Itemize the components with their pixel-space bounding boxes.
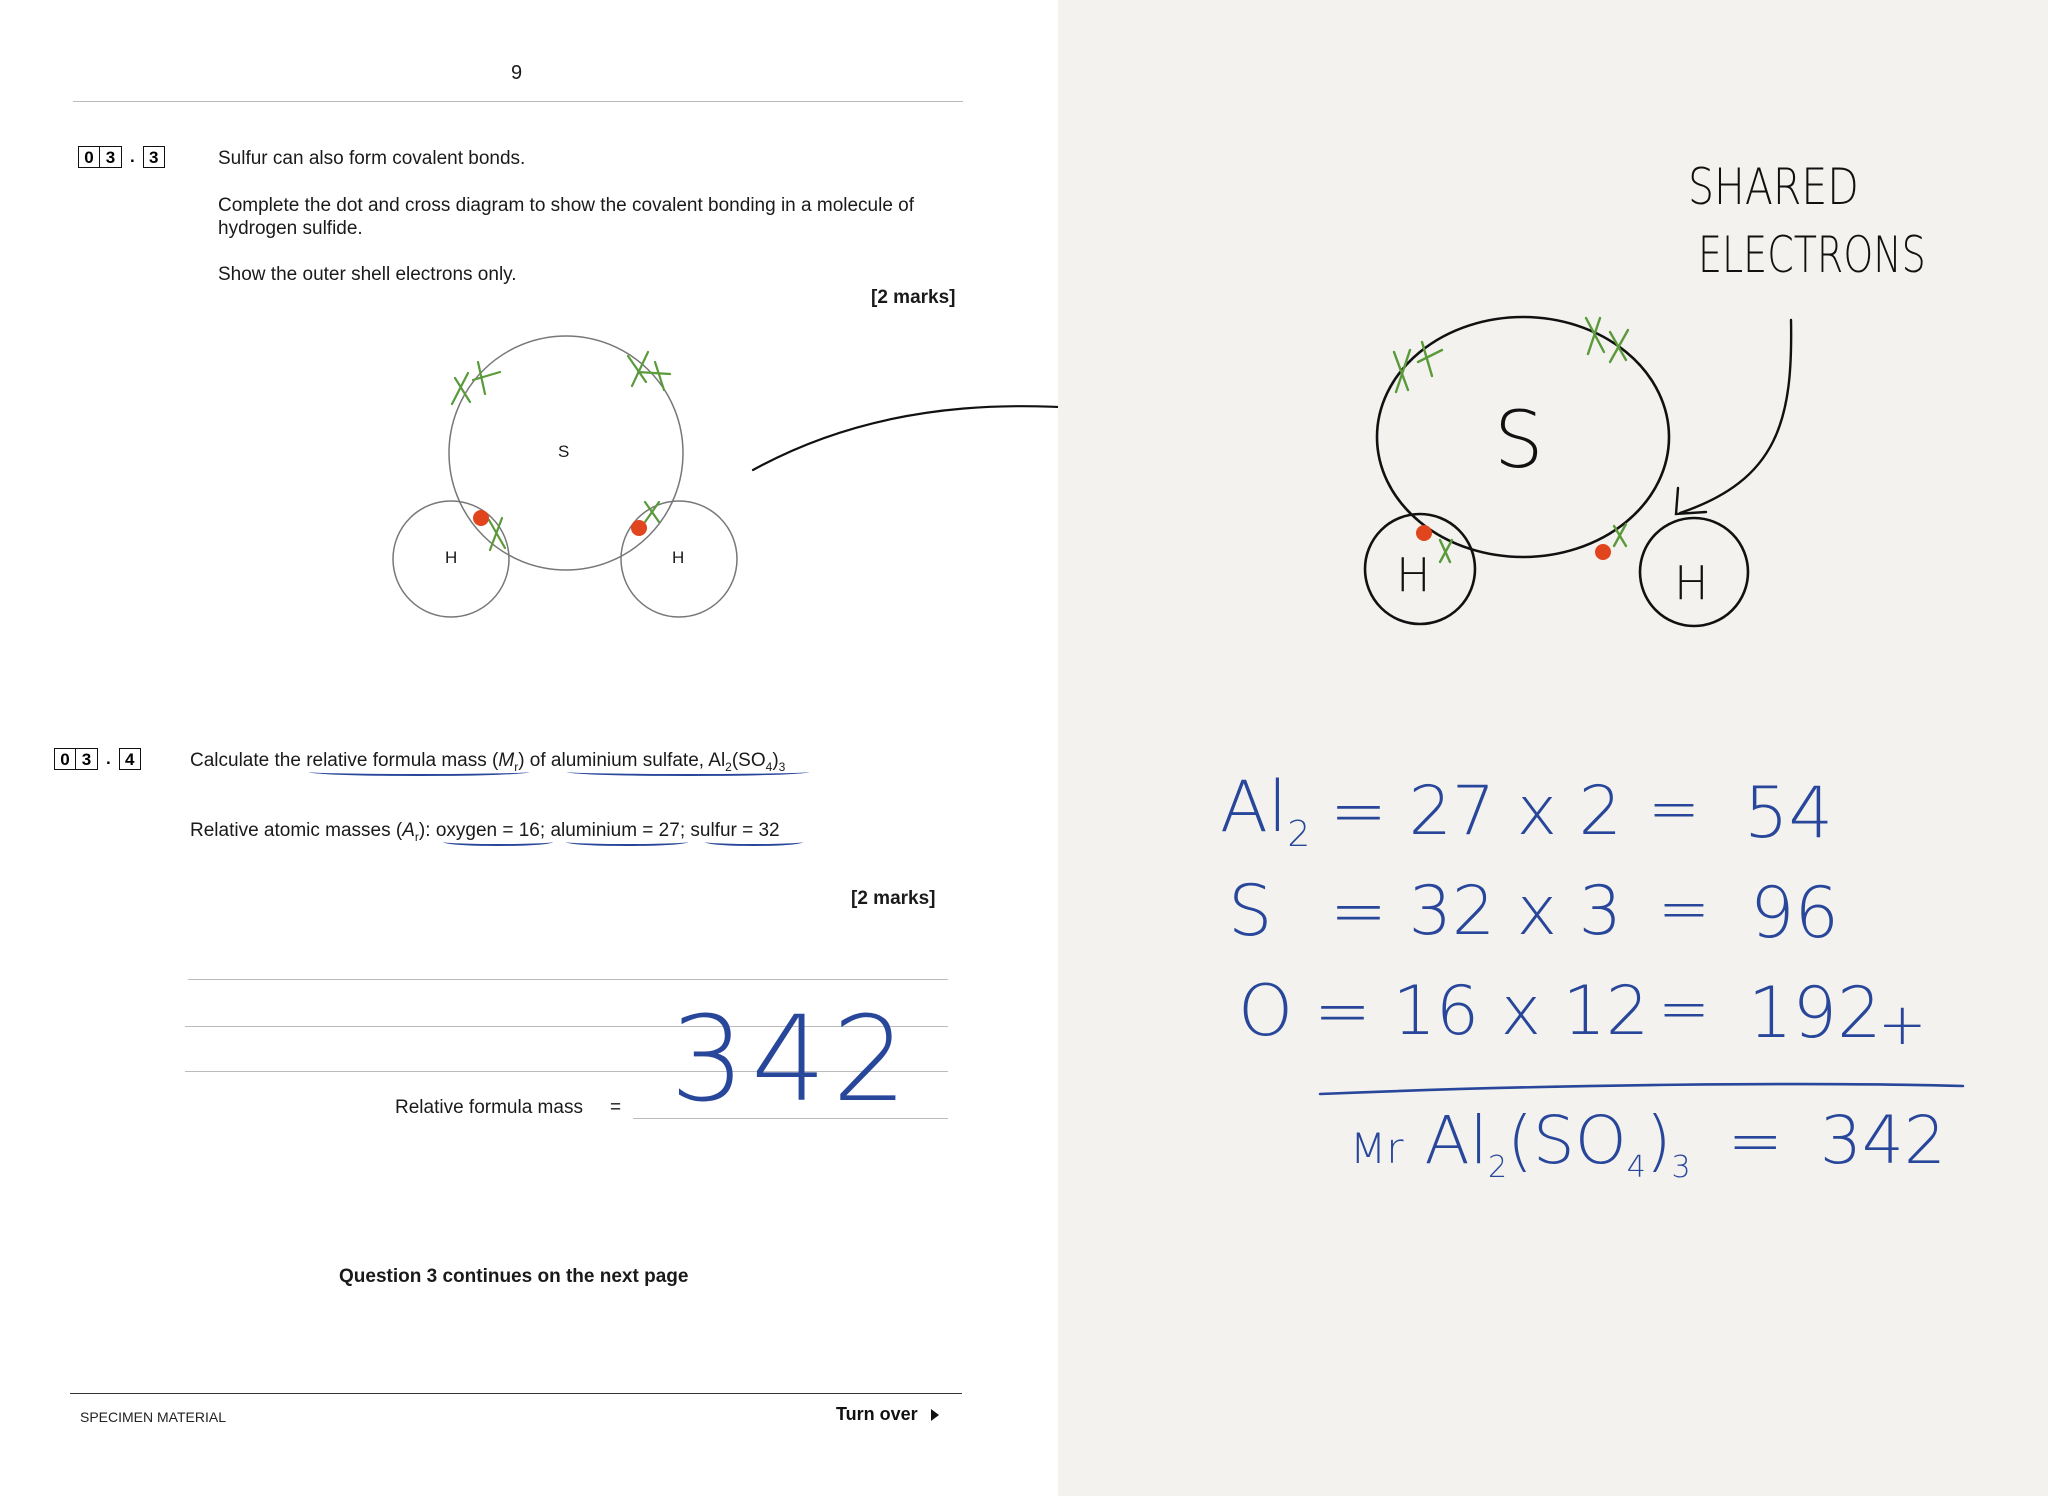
underline-sulfur (705, 838, 803, 846)
question-number-03-4: 0 3 . 4 (54, 748, 141, 770)
q33-line1: Sulfur can also form covalent bonds. (218, 148, 526, 169)
underline-compound (567, 768, 809, 776)
calc-result-s: 96 (1750, 872, 1840, 954)
total-underline (1320, 1084, 1963, 1094)
underline-oxygen (443, 838, 553, 846)
q33-marks: [2 marks] (871, 287, 956, 308)
q34-atomic-masses: Relative atomic masses $(A_r)$: oxygen = 16; aluminium = 27; sulfur = 32 (190, 820, 780, 844)
q33-line4: Show the outer shell electrons only. (218, 264, 517, 285)
shared-label-line1: SHARED (1688, 158, 1859, 216)
calc-line-s: S (1228, 870, 1273, 952)
triangle-right-icon (931, 1409, 939, 1421)
calc-line-al: $Al_2$ (1220, 766, 1311, 855)
q34-marks: [2 marks] (851, 888, 936, 909)
diagram-label-h-left: H (445, 548, 458, 567)
qnum-digit: 4 (119, 748, 141, 770)
qnum-digit: 3 (143, 146, 165, 168)
q34-question: Calculate the relative formula mass $(M_r)$ of aluminium sulfate, $Al_2(SO_4)_3$ (190, 750, 786, 774)
diagram-label-h-right: H (672, 548, 685, 567)
qnum-digit: 0 (54, 748, 76, 770)
h2s-dot-cross-diagram (0, 0, 1058, 700)
notes-diagram (1058, 0, 2048, 700)
continues-note: Question 3 continues on the next page (339, 1266, 689, 1287)
notes-label-h-right: H (1674, 556, 1709, 610)
answer-equals: = (610, 1097, 622, 1118)
red-dot-left (1416, 525, 1432, 541)
calc-eq-o: = (1658, 972, 1710, 1045)
diagram-label-s: S (558, 442, 570, 461)
red-dot-right (1595, 544, 1611, 560)
calc-expr-al: = 27 x 2 (1330, 772, 1622, 851)
qnum-digit: 0 (78, 146, 100, 168)
handwritten-notes (1058, 0, 2048, 1496)
handwritten-answer: 342 (670, 990, 914, 1128)
calc-eq-al: = (1648, 772, 1700, 845)
specimen-label: SPECIMEN MATERIAL (80, 1409, 226, 1425)
underline-aluminium (566, 838, 688, 846)
page-number: 9 (511, 62, 523, 84)
calc-expr-s: = 32 x 3 (1330, 872, 1622, 951)
q33-line2: Complete the dot and cross diagram to show the covalent bonding in a molecule of (218, 195, 915, 216)
turn-over: Turn over (836, 1404, 939, 1425)
red-dot-left (473, 510, 489, 526)
calc-result-al: 54 (1744, 772, 1834, 854)
answer-line (188, 979, 948, 980)
notes-label-s: S (1494, 396, 1544, 486)
calc-result-o: 192 (1748, 972, 1882, 1054)
qnum-digit: 3 (100, 146, 122, 168)
question-number-03-3: 0 3 . 3 (78, 146, 165, 168)
calc-expr-o: = 16 x 12 (1314, 972, 1650, 1051)
underline-rfm (309, 768, 529, 776)
answer-label: Relative formula mass (395, 1097, 583, 1118)
shared-label-line2: ELECTRONS (1698, 226, 1926, 284)
shared-electrons-arrow (1676, 320, 1791, 514)
footer-rule (70, 1393, 962, 1394)
notes-label-h-left: H (1396, 548, 1431, 602)
q33-line3: hydrogen sulfide. (218, 218, 363, 239)
calc-eq-s: = (1658, 872, 1710, 945)
qnum-digit: 3 (76, 748, 98, 770)
calc-plus: + (1878, 990, 1927, 1058)
red-dot-right (631, 520, 647, 536)
calc-total: Mr $Al_2(SO_4)_3 = 342$ (1350, 1102, 1946, 1186)
calc-line-o: O (1238, 970, 1294, 1052)
